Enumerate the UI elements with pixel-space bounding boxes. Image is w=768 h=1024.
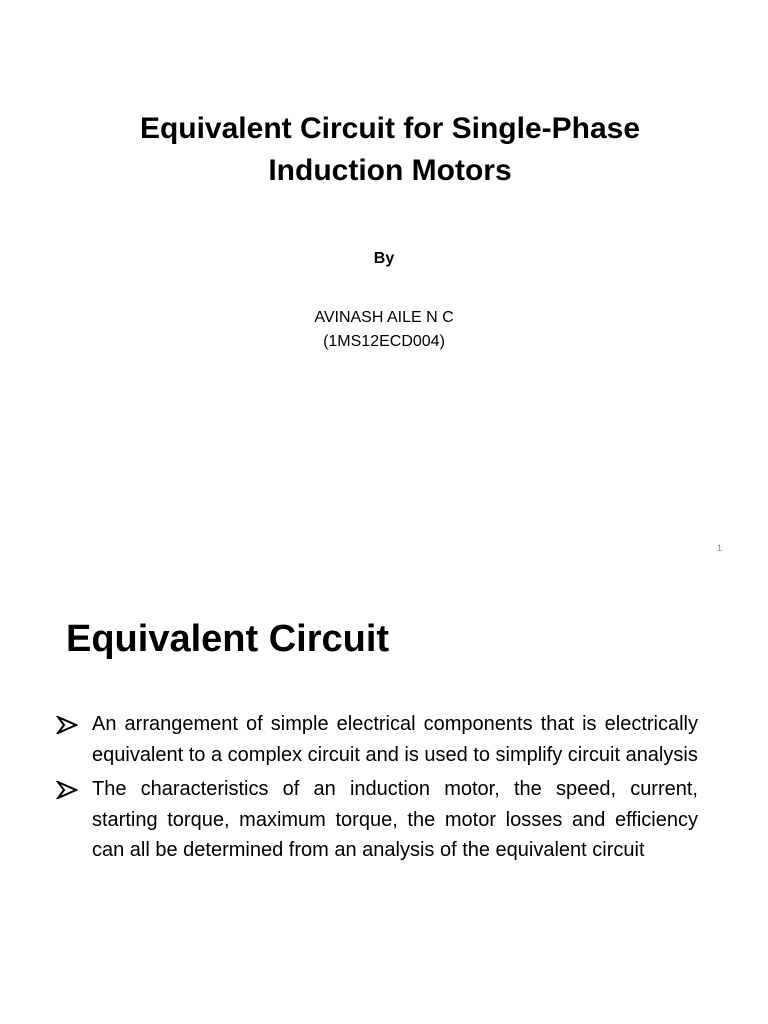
bullet-text: An arrangement of simple electrical components that is electrically equivalent to a complex circuit and is used to simplify circuit analysis: [92, 713, 698, 766]
content-slide: [0, 576, 768, 1024]
author-name: AVINASH AILE N C: [314, 309, 454, 326]
bullet-text: The characteristics of an induction motor, the speed, current, starting torque, maximum torque, the motor losses and efficiency can all be determined from an analysis of the equivalent circuit: [92, 778, 698, 861]
slide-title: [60, 108, 720, 192]
author-block: [0, 306, 768, 354]
by-label: By: [373, 250, 395, 267]
arrow-bullet-icon: [56, 709, 84, 739]
bullet-item: [56, 709, 698, 770]
slide-title-line-2: Induction Motors: [268, 154, 512, 187]
bullet-list: [56, 709, 698, 870]
arrow-bullet-icon: [56, 774, 84, 804]
slide-heading: Equivalent Circuit: [66, 618, 390, 660]
slide-title-line-1: Equivalent Circuit for Single-Phase: [139, 112, 641, 145]
author-id: (1MS12ECD004): [323, 333, 445, 350]
page-number: 1: [716, 543, 722, 553]
bullet-item: [56, 774, 698, 866]
